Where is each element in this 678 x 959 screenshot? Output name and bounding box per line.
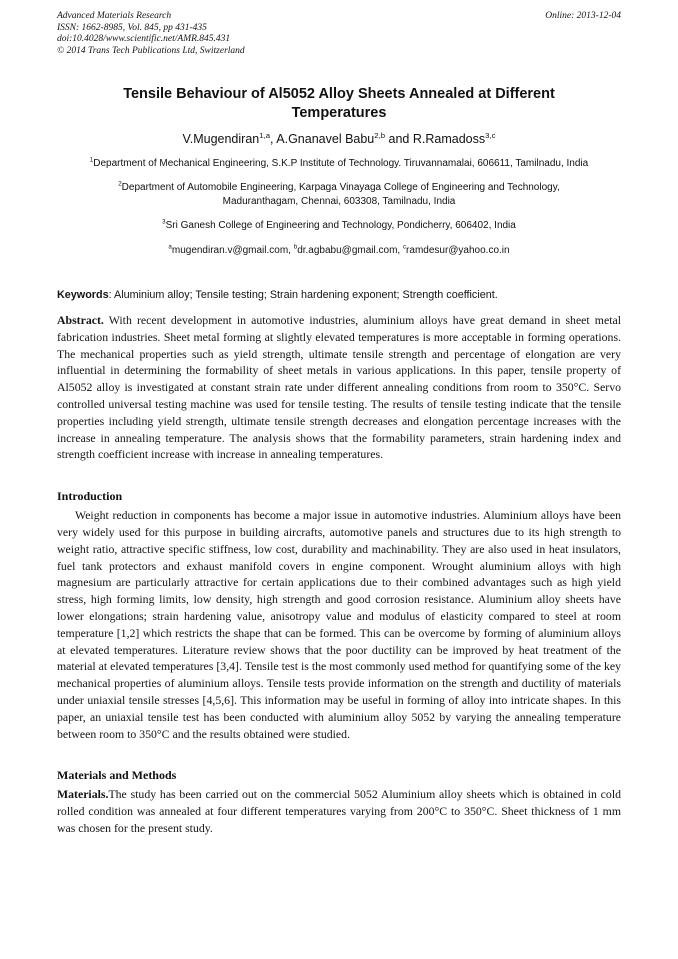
abstract-text: With recent development in automotive industries, aluminium alloys have great demand in sheet metal fabrication industries. Sheet metal forming at slightly elevated temperatures is more acceptable in forming operations. The mechanical properties such as yield strength, ultimate tensile strength and percentage of elongation are very influential in determining the formability of sheet metals in various applications. In this paper, tensile property of Al5052 alloy is investigated at constant strain rate under different annealing conditions from room to 350°C. Servo controlled universal testing machine was used for tensile testing. The results of tensile testing indicate that the tensile properties including yield strength, ultimate tensile strength decreases and elongation percentage increases with the increase in annealing temperature. The analysis shows that the formability parameters, strain hardening index and strength coefficient increase with increase in annealing temperatures.: [57, 313, 621, 462]
author-2: , A.Gnanavel Babu: [270, 132, 375, 146]
author-3: and R.Ramadoss: [385, 132, 486, 146]
affiliation-1-superscript: 1: [89, 156, 94, 164]
author-2-superscript: 2,b: [374, 130, 386, 140]
journal-header: [57, 11, 621, 57]
authors-line: [57, 131, 621, 147]
email-2: dr.agbabu@gmail.com,: [297, 245, 403, 256]
journal-doi: doi:10.4028/www.scientific.net/AMR.845.431: [57, 34, 231, 44]
online-date: Online: 2013-12-04: [545, 11, 621, 21]
journal-issn: ISSN: 1662-8985, Vol. 845, pp 431-435: [57, 22, 207, 33]
emails-line: [57, 244, 621, 258]
introduction-paragraph: Weight reduction in components has become a major issue in automotive industries. Aluminium alloys have been very widely used for this purpose in building aircrafts, automotive panels and structures due to its high strength to weight ratio, attractive specific stiffness, low cost, durability and machinability. They are also used in heat insulators, fuel tank protectors and exhaust manifold covers in engine component. Wrought aluminium alloys with high magnesium are particularly attractive for certain applications due to their combined advantages such as high yield stress, high forming limits, low density, high strength and good corrosion resistance. Aluminium alloy sheets have lower elongations; strain hardening value, anisotropy value and modulus of elasticity compared to steel at room temperature [1,2] which restricts the shape that can be formed. This can be overcome by forming of aluminium alloys at elevated temperatures. Literature review shows that the poor ductility can be improved by heat treatment of the material at elevated temperatures [3,4]. Tensile test is the most commonly used method for quantifying some of the key mechanical properties of aluminium alloys. Tensile tests provide information on the strength and ductility of materials under uniaxial tensile stresses [4,5,6]. This information may be useful in forming of alloy into intricate shapes. In this paper, an uniaxial tensile test has been conducted with aluminium alloy 5052 by varying the annealing temperature between room to 350°C and the results obtained were studied.: [57, 508, 621, 741]
journal-copyright: © 2014 Trans Tech Publications Ltd, Switzerland: [57, 45, 245, 56]
abstract-label: Abstract.: [57, 313, 104, 327]
email-1: mugendiran.v@gmail.com,: [171, 245, 294, 256]
journal-name: Advanced Materials Research: [57, 11, 172, 21]
section-heading-materials-methods: Materials and Methods: [57, 768, 177, 783]
keywords-line: [57, 288, 621, 303]
paper-title-line1: Tensile Behaviour of Al5052 Alloy Sheets Annealed at Different: [123, 86, 555, 102]
email-2-superscript: b: [293, 243, 298, 251]
affiliation-2-superscript: 2: [118, 180, 122, 188]
paper-title-line2: Temperatures: [291, 104, 387, 121]
email-1-superscript: a: [168, 243, 172, 251]
affiliation-3-superscript: 3: [162, 218, 166, 226]
journal-header-left: [57, 11, 245, 57]
author-1: V.Mugendiran: [182, 132, 260, 146]
abstract-paragraph: [57, 312, 621, 463]
affiliation-1: [81, 157, 597, 171]
email-3-superscript: c: [402, 243, 407, 251]
materials-label: Materials.: [57, 787, 109, 802]
section-heading-introduction: Introduction: [57, 489, 123, 504]
materials-paragraph: [57, 786, 621, 836]
affiliation-3-text: Sri Ganesh College of Engineering and Technology, Pondicherry, 606402, India: [165, 220, 516, 231]
author-1-superscript: 1,a: [259, 130, 271, 140]
materials-text: The study has been carried out on the commercial 5052 Aluminium alloy sheets which is obtained in cold rolled condition was annealed at four different temperatures varying from 200°C to 350°C. Sheet thickness of 1 mm was chosen for the present study.: [57, 787, 621, 835]
author-3-superscript: 3,c: [485, 130, 496, 140]
keywords-text: : Aluminium alloy; Tensile testing; Strain hardening exponent; Strength coefficient.: [108, 289, 498, 301]
keywords-label: Keywords: [57, 289, 109, 301]
affiliation-3: [57, 219, 621, 233]
affiliation-2: [81, 181, 597, 209]
email-3: ramdesur@yahoo.co.in: [406, 245, 510, 256]
affiliation-2-text: Department of Automobile Engineering, Karpaga Vinayaga College of Engineering and Technology, Maduranthagam, Chennai, 603308, Tamilnadu, India: [121, 182, 560, 207]
paper-title: [57, 85, 621, 122]
affiliation-1-text: Department of Mechanical Engineering, S.K.P Institute of Technology. Tiruvannamalai, 606611, Tamilnadu, India: [93, 158, 589, 169]
